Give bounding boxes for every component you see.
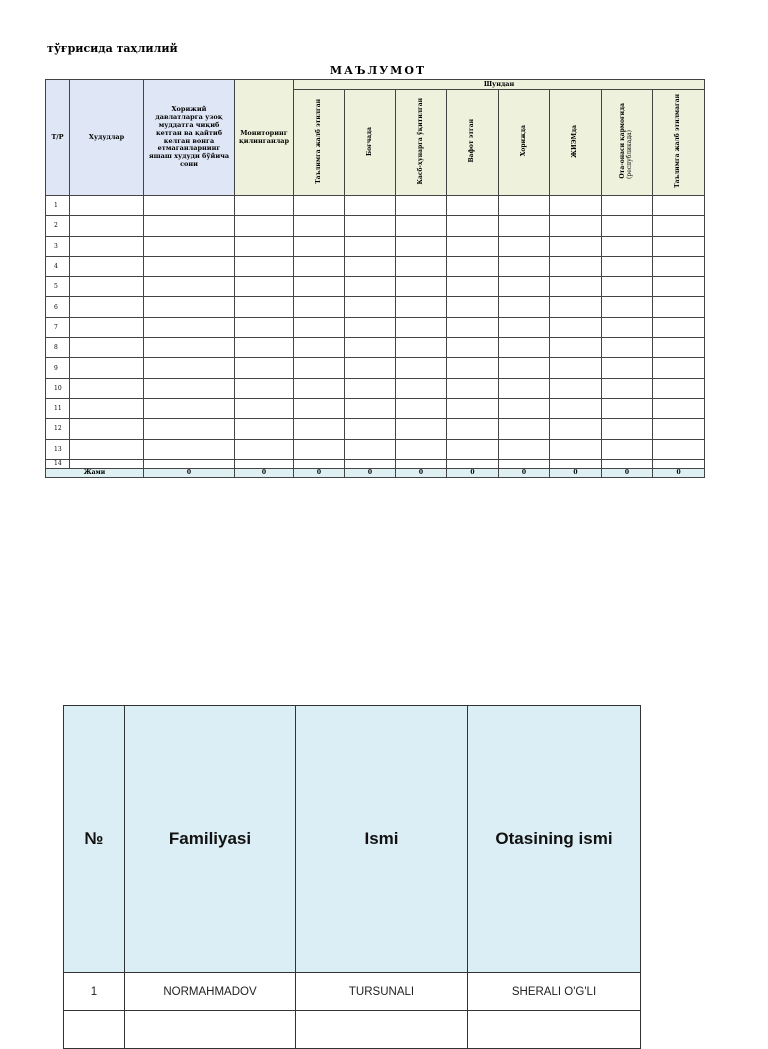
table-cell bbox=[499, 378, 550, 398]
table-cell bbox=[550, 459, 602, 468]
header-sub-label: Таълимга жалб этилмаган bbox=[674, 94, 682, 189]
table-cell bbox=[550, 398, 602, 418]
table-cell bbox=[653, 378, 705, 398]
table-cell bbox=[447, 256, 499, 276]
table-cell bbox=[70, 338, 144, 358]
document-heading: тўғрисида таҳлилий bbox=[47, 42, 178, 55]
table-cell bbox=[396, 256, 447, 276]
table-cell: 1 bbox=[64, 973, 125, 1011]
table-row bbox=[46, 439, 705, 459]
total-label: Жами bbox=[46, 468, 144, 477]
row-number: 7 bbox=[46, 317, 70, 337]
table-row bbox=[46, 459, 705, 468]
table-cell bbox=[447, 358, 499, 378]
table-cell bbox=[602, 398, 653, 418]
table-cell bbox=[70, 419, 144, 439]
header-sub-label: Таълимга жалб этилган bbox=[314, 98, 322, 184]
table-row bbox=[64, 973, 641, 1011]
table-cell bbox=[294, 378, 345, 398]
table-cell bbox=[499, 317, 550, 337]
table-cell bbox=[396, 378, 447, 398]
table-row bbox=[46, 256, 705, 276]
table-cell bbox=[447, 236, 499, 256]
table-cell bbox=[70, 196, 144, 216]
table-cell bbox=[602, 338, 653, 358]
row-number: 8 bbox=[46, 338, 70, 358]
table-cell bbox=[653, 358, 705, 378]
document-title: МАЪЛУМОТ bbox=[329, 64, 427, 77]
table-row bbox=[46, 277, 705, 297]
table-cell bbox=[144, 439, 235, 459]
table-cell bbox=[602, 378, 653, 398]
table-cell bbox=[125, 1011, 296, 1049]
header-sub-label: Ота-онаси қармоғида bbox=[619, 103, 627, 179]
table-cell bbox=[294, 256, 345, 276]
table-cell bbox=[602, 236, 653, 256]
total-value: 0 bbox=[550, 468, 602, 477]
table-cell bbox=[499, 459, 550, 468]
table-cell bbox=[499, 338, 550, 358]
header-familiyasi: Familiyasi bbox=[125, 706, 296, 973]
table-cell bbox=[235, 256, 294, 276]
total-value: 0 bbox=[294, 468, 345, 477]
header-count: Хорижий давлатларга узоқ муддатга чиқиб кетган ва қайтиб келган вонга етмаганларнинг яшаш худуди бўйича сони bbox=[144, 80, 235, 196]
table-cell: NORMAHMADOV bbox=[125, 973, 296, 1011]
table-cell bbox=[70, 398, 144, 418]
total-row bbox=[46, 468, 705, 477]
table-cell bbox=[447, 378, 499, 398]
table-cell bbox=[345, 419, 396, 439]
table-cell bbox=[70, 358, 144, 378]
table-cell bbox=[235, 216, 294, 236]
table-cell bbox=[653, 297, 705, 317]
table-cell bbox=[447, 216, 499, 236]
table-cell bbox=[550, 439, 602, 459]
table-cell bbox=[396, 317, 447, 337]
table-cell bbox=[447, 297, 499, 317]
table-cell bbox=[602, 216, 653, 236]
table-cell bbox=[70, 277, 144, 297]
table-cell bbox=[550, 378, 602, 398]
header-sub-6 bbox=[550, 90, 602, 196]
table-cell bbox=[294, 358, 345, 378]
table-cell bbox=[235, 317, 294, 337]
table-cell bbox=[447, 277, 499, 297]
table-cell bbox=[70, 439, 144, 459]
header-sub-label: ЖИЭМда bbox=[571, 124, 579, 158]
table-cell bbox=[235, 459, 294, 468]
table-cell bbox=[499, 236, 550, 256]
row-number: 4 bbox=[46, 256, 70, 276]
row-number: 5 bbox=[46, 277, 70, 297]
table-cell bbox=[499, 419, 550, 439]
header-number: № bbox=[64, 706, 125, 973]
table-cell bbox=[144, 236, 235, 256]
header-otasining-ismi: Otasining ismi bbox=[468, 706, 641, 973]
header-sub-5 bbox=[499, 90, 550, 196]
table-cell bbox=[345, 317, 396, 337]
table-cell bbox=[653, 419, 705, 439]
table-cell bbox=[550, 317, 602, 337]
table-cell bbox=[144, 196, 235, 216]
table-cell bbox=[235, 398, 294, 418]
table-row bbox=[46, 338, 705, 358]
table-cell bbox=[70, 256, 144, 276]
header-sub-2 bbox=[345, 90, 396, 196]
header-sub-1 bbox=[294, 90, 345, 196]
table-cell bbox=[396, 338, 447, 358]
header-tr: Т/Р bbox=[46, 80, 70, 196]
table-cell bbox=[602, 317, 653, 337]
table-cell bbox=[144, 317, 235, 337]
table-cell bbox=[653, 317, 705, 337]
total-value: 0 bbox=[396, 468, 447, 477]
table-cell bbox=[499, 256, 550, 276]
table-cell bbox=[602, 277, 653, 297]
header-sub-label: Боғчада bbox=[365, 126, 373, 156]
header-sub-note: (республикада) bbox=[626, 129, 633, 179]
total-value: 0 bbox=[345, 468, 396, 477]
table-cell bbox=[70, 317, 144, 337]
table-cell bbox=[144, 398, 235, 418]
table-cell bbox=[144, 338, 235, 358]
table-row bbox=[46, 358, 705, 378]
table-cell bbox=[602, 297, 653, 317]
row-number: 9 bbox=[46, 358, 70, 378]
table-cell bbox=[345, 358, 396, 378]
table-row bbox=[46, 317, 705, 337]
table-cell bbox=[499, 297, 550, 317]
table-cell bbox=[294, 439, 345, 459]
table-cell bbox=[653, 256, 705, 276]
header-sub-label: Вафот этган bbox=[468, 119, 476, 163]
table-cell bbox=[396, 358, 447, 378]
row-number: 12 bbox=[46, 419, 70, 439]
table-cell bbox=[602, 256, 653, 276]
table-cell bbox=[550, 277, 602, 297]
table-cell bbox=[294, 236, 345, 256]
table-cell bbox=[345, 196, 396, 216]
table-cell bbox=[70, 297, 144, 317]
table-cell bbox=[550, 297, 602, 317]
table-cell: SHERALI O'G'LI bbox=[468, 973, 641, 1011]
table-cell bbox=[345, 236, 396, 256]
header-sub-8 bbox=[653, 90, 705, 196]
table-cell bbox=[499, 398, 550, 418]
row-number: 3 bbox=[46, 236, 70, 256]
table-cell bbox=[345, 256, 396, 276]
table-cell bbox=[70, 378, 144, 398]
table-cell bbox=[235, 378, 294, 398]
table-cell bbox=[499, 358, 550, 378]
table-cell bbox=[345, 297, 396, 317]
table-cell bbox=[70, 236, 144, 256]
table-cell bbox=[70, 216, 144, 236]
table-cell bbox=[396, 459, 447, 468]
table-cell bbox=[345, 338, 396, 358]
table-row bbox=[46, 216, 705, 236]
table-cell bbox=[235, 439, 294, 459]
table-cell bbox=[499, 439, 550, 459]
table-cell bbox=[396, 236, 447, 256]
total-value: 0 bbox=[602, 468, 653, 477]
row-number: 14 bbox=[46, 459, 70, 468]
total-value: 0 bbox=[235, 468, 294, 477]
table-cell bbox=[396, 196, 447, 216]
table-cell bbox=[468, 1011, 641, 1049]
table-cell bbox=[144, 297, 235, 317]
table-cell bbox=[235, 338, 294, 358]
header-sub-7 bbox=[602, 90, 653, 196]
table-cell bbox=[653, 277, 705, 297]
table-cell bbox=[499, 196, 550, 216]
table-cell bbox=[602, 419, 653, 439]
table-cell bbox=[294, 419, 345, 439]
table-cell bbox=[550, 256, 602, 276]
table-cell bbox=[294, 196, 345, 216]
table-cell bbox=[235, 358, 294, 378]
row-number: 2 bbox=[46, 216, 70, 236]
row-number: 11 bbox=[46, 398, 70, 418]
header-sub-3 bbox=[396, 90, 447, 196]
table-cell bbox=[70, 459, 144, 468]
table-cell bbox=[550, 236, 602, 256]
table-cell bbox=[447, 317, 499, 337]
table-cell bbox=[447, 338, 499, 358]
table-cell bbox=[235, 419, 294, 439]
table-row bbox=[46, 196, 705, 216]
table-row bbox=[46, 297, 705, 317]
table-cell bbox=[144, 378, 235, 398]
table-cell bbox=[447, 398, 499, 418]
table-row bbox=[46, 398, 705, 418]
table-cell bbox=[602, 196, 653, 216]
table-cell bbox=[144, 419, 235, 439]
table-cell bbox=[550, 419, 602, 439]
table-row bbox=[46, 378, 705, 398]
table-cell bbox=[396, 439, 447, 459]
row-number: 13 bbox=[46, 439, 70, 459]
table-cell bbox=[345, 398, 396, 418]
table-cell bbox=[294, 216, 345, 236]
table-cell bbox=[499, 216, 550, 236]
header-sub-label: Хорижда bbox=[519, 125, 527, 157]
table-cell bbox=[653, 459, 705, 468]
table-cell bbox=[653, 216, 705, 236]
header-group: Шундан bbox=[294, 80, 705, 90]
header-sub-4 bbox=[447, 90, 499, 196]
table-cell bbox=[499, 277, 550, 297]
table-cell bbox=[294, 297, 345, 317]
table-cell bbox=[396, 398, 447, 418]
students-table bbox=[63, 705, 641, 1049]
table-cell bbox=[447, 439, 499, 459]
table-cell bbox=[144, 216, 235, 236]
row-number: 10 bbox=[46, 378, 70, 398]
table-cell bbox=[550, 338, 602, 358]
table-cell bbox=[345, 459, 396, 468]
table-cell: TURSUNALI bbox=[296, 973, 468, 1011]
table-cell bbox=[144, 256, 235, 276]
table-cell bbox=[235, 297, 294, 317]
header-ismi: Ismi bbox=[296, 706, 468, 973]
table-cell bbox=[64, 1011, 125, 1049]
table-cell bbox=[653, 338, 705, 358]
table-cell bbox=[144, 358, 235, 378]
report-table bbox=[45, 79, 705, 478]
table-cell bbox=[235, 236, 294, 256]
row-number: 6 bbox=[46, 297, 70, 317]
table-cell bbox=[345, 277, 396, 297]
table-cell bbox=[653, 439, 705, 459]
row-number: 1 bbox=[46, 196, 70, 216]
header-monitored: Мониторинг қилинганлар bbox=[235, 80, 294, 196]
total-value: 0 bbox=[653, 468, 705, 477]
table-cell bbox=[550, 358, 602, 378]
table-cell bbox=[602, 459, 653, 468]
table-cell bbox=[294, 338, 345, 358]
total-value: 0 bbox=[447, 468, 499, 477]
table-cell bbox=[294, 277, 345, 297]
table-cell bbox=[653, 236, 705, 256]
table-cell bbox=[447, 459, 499, 468]
table-cell bbox=[144, 277, 235, 297]
total-value: 0 bbox=[144, 468, 235, 477]
total-value: 0 bbox=[499, 468, 550, 477]
table-cell bbox=[294, 317, 345, 337]
table-cell bbox=[345, 378, 396, 398]
table-row bbox=[46, 236, 705, 256]
table-cell bbox=[396, 216, 447, 236]
table-cell bbox=[144, 459, 235, 468]
table-cell bbox=[447, 196, 499, 216]
table-cell bbox=[294, 398, 345, 418]
table-cell bbox=[235, 196, 294, 216]
table-cell bbox=[550, 196, 602, 216]
table-cell bbox=[345, 216, 396, 236]
table-row bbox=[46, 419, 705, 439]
table-cell bbox=[296, 1011, 468, 1049]
table-cell bbox=[653, 398, 705, 418]
table-cell bbox=[550, 216, 602, 236]
table-cell bbox=[396, 297, 447, 317]
table-cell bbox=[602, 358, 653, 378]
table-cell bbox=[345, 439, 396, 459]
table-cell bbox=[602, 439, 653, 459]
table-cell bbox=[235, 277, 294, 297]
table-cell bbox=[294, 459, 345, 468]
table-cell bbox=[396, 277, 447, 297]
table-row bbox=[64, 1011, 641, 1049]
table-cell bbox=[447, 419, 499, 439]
table-cell bbox=[653, 196, 705, 216]
header-sub-label: Касб-ҳунарга ўқитилган bbox=[416, 97, 424, 185]
header-region: Худудлар bbox=[70, 80, 144, 196]
table-cell bbox=[396, 419, 447, 439]
